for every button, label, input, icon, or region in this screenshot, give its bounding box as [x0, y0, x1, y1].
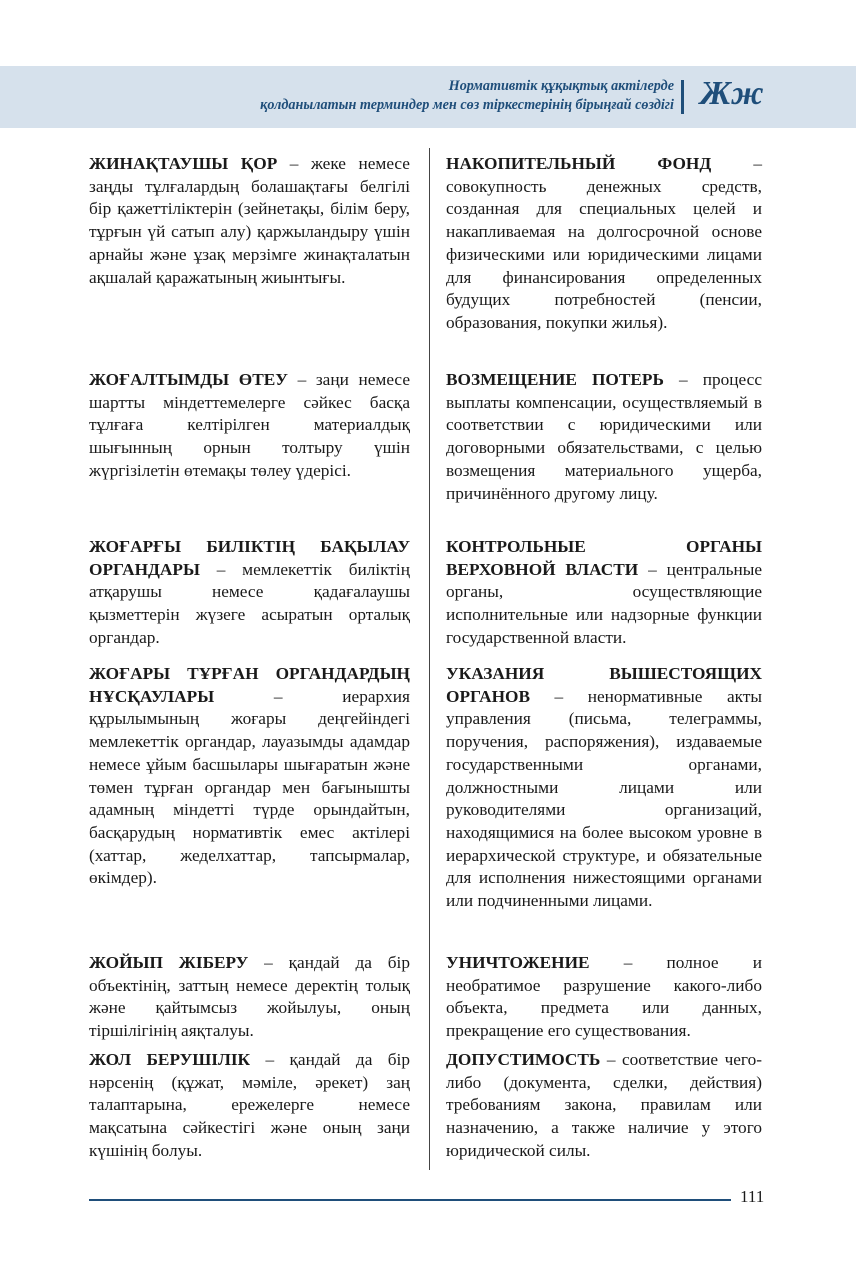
- definition-kk: – қандай да бір объектінің, заттың немесе деректің толық және қайтымсыз жойылуы, оның тіршілігінің аяқталуы.: [89, 953, 410, 1041]
- definition-ru: – соответствие чего-либо (документа, сделки, действия) требованиям закона, правилам или назначению, а также наличие у этого юридической силы.: [446, 1050, 762, 1160]
- footer-rule: [89, 1199, 731, 1201]
- term-ru: НАКОПИТЕЛЬНЫЙ ФОНД: [446, 154, 712, 173]
- definition-kk: – мемлекеттік биліктің атқарушы немесе қадағалаушы қызметтерін жүзеге асыратын орталық органдар.: [89, 559, 410, 647]
- definition-ru: – процесс выплаты компенсации, осуществляемый в соответствии с юридическими или договорными обязательствами, с целью возмещения материального ущерба, причинённого другому лицу.: [446, 370, 762, 503]
- definition-kk: – заңи немесе шартты міндеттемелерге сәйкес басқа тұлғаға келтірілген материалдық шығынның орнын толтыру үшін жүргізілетін өтемақы төлеу үдерісі.: [89, 370, 410, 480]
- running-header: [260, 77, 674, 115]
- definition-ru: – полное и необратимое разрушение какого-либо объекта, предмета или данных, прекращение его существования.: [446, 953, 762, 1041]
- term-kk: ЖОҒАРЫ ТҰРҒАН ОРГАНДАРДЫҢ НҰСҚАУЛАРЫ: [89, 664, 410, 706]
- term-kk: ЖОҒАЛТЫМДЫ ӨТЕУ: [89, 370, 288, 389]
- page-number: 111: [740, 1187, 765, 1206]
- entry-ru: [446, 536, 762, 650]
- term-ru: ДОПУСТИМОСТЬ: [446, 1050, 601, 1069]
- term-kk: ЖОЙЫП ЖІБЕРУ: [89, 953, 249, 972]
- entry-kk: [89, 1049, 410, 1163]
- header-title-line-2: қолданылатын терминдер мен сөз тіркестерінің бірыңғай сөздігі: [260, 97, 674, 113]
- entry-ru: [446, 369, 762, 505]
- definition-kk: – иерархия құрылымының жоғары деңгейіндегі мемлекеттік органдар, лауазымды адамдар немесе ұйым басшылары шығаратын және төмен тұрған органдар мен бағынышты адамның міндетті түрде орындайтын, басқарудың нормативтік емес актілері (хаттар, жеделхаттар, тапсырмалар, өкімдер).: [89, 686, 410, 888]
- entry-ru: [446, 952, 762, 1043]
- entry-kk: [89, 663, 410, 890]
- term-ru: ВОЗМЕЩЕНИЕ ПОТЕРЬ: [446, 370, 664, 389]
- entry-kk: [89, 536, 410, 650]
- entry-kk: [89, 952, 410, 1043]
- term-kk: ЖОЛ БЕРУШІЛІК: [89, 1050, 251, 1069]
- entry-ru: [446, 663, 762, 913]
- term-kk: ЖОҒАРҒЫ БИЛІКТІҢ БАҚЫЛАУ ОРГАНДАРЫ: [89, 537, 410, 579]
- definition-kk: – қандай да бір нәрсенің (құжат, мәміле, әрекет) заң талаптарына, ережелерге немесе мақсатына сәйкестігі және оның заңи күшінің болуы.: [89, 1050, 410, 1160]
- definition-kk: – жеке немесе заңды тұлғалардың болашақтағы белгілі бір қажеттіліктерін (зейнетақы, білім беру, тұрғын үй сатып алу) қаржыландыру үшін арнайы және ұзақ мерзімге жинақталатын ақшалай қаражатының жиынтығы.: [89, 154, 410, 287]
- term-ru: КОНТРОЛЬНЫЕ ОРГАНЫ ВЕРХОВНОЙ ВЛАСТИ: [446, 537, 762, 579]
- term-ru: УКАЗАНИЯ ВЫШЕСТОЯЩИХ ОРГАНОВ: [446, 664, 762, 706]
- header-divider: [681, 80, 684, 114]
- column-divider: [429, 148, 430, 1170]
- definition-ru: – ненормативные акты управления (письма, телеграммы, поручения, распоряжения), издаваемые государственными органами, должностными лицами или руководителями организаций, находящимися на более высоком уровне в иерархической структуре, и обязательные для исполнения нижестоящими органами или подчиненными лицами.: [446, 686, 762, 911]
- term-kk: ЖИНАҚТАУШЫ ҚОР: [89, 154, 278, 173]
- entry-ru: [446, 1049, 762, 1163]
- header-title-line-1: Нормативтік құқықтық актілерде: [448, 78, 674, 94]
- entry-kk: [89, 153, 410, 289]
- definition-ru: – центральные органы, осуществляющие исполнительные или надзорные функции государственной власти.: [446, 559, 762, 647]
- entry-ru: [446, 153, 762, 335]
- definition-ru: – совокупность денежных средств, созданная для специальных целей и накапливаемая на долгосрочной основе физическими или юридическими лицами для финансирования определенных будущих потребностей (пенсии, образования, покупки жилья).: [446, 154, 762, 332]
- entry-kk: [89, 369, 410, 483]
- section-letters: Жж: [700, 75, 764, 112]
- term-ru: УНИЧТОЖЕНИЕ: [446, 953, 590, 972]
